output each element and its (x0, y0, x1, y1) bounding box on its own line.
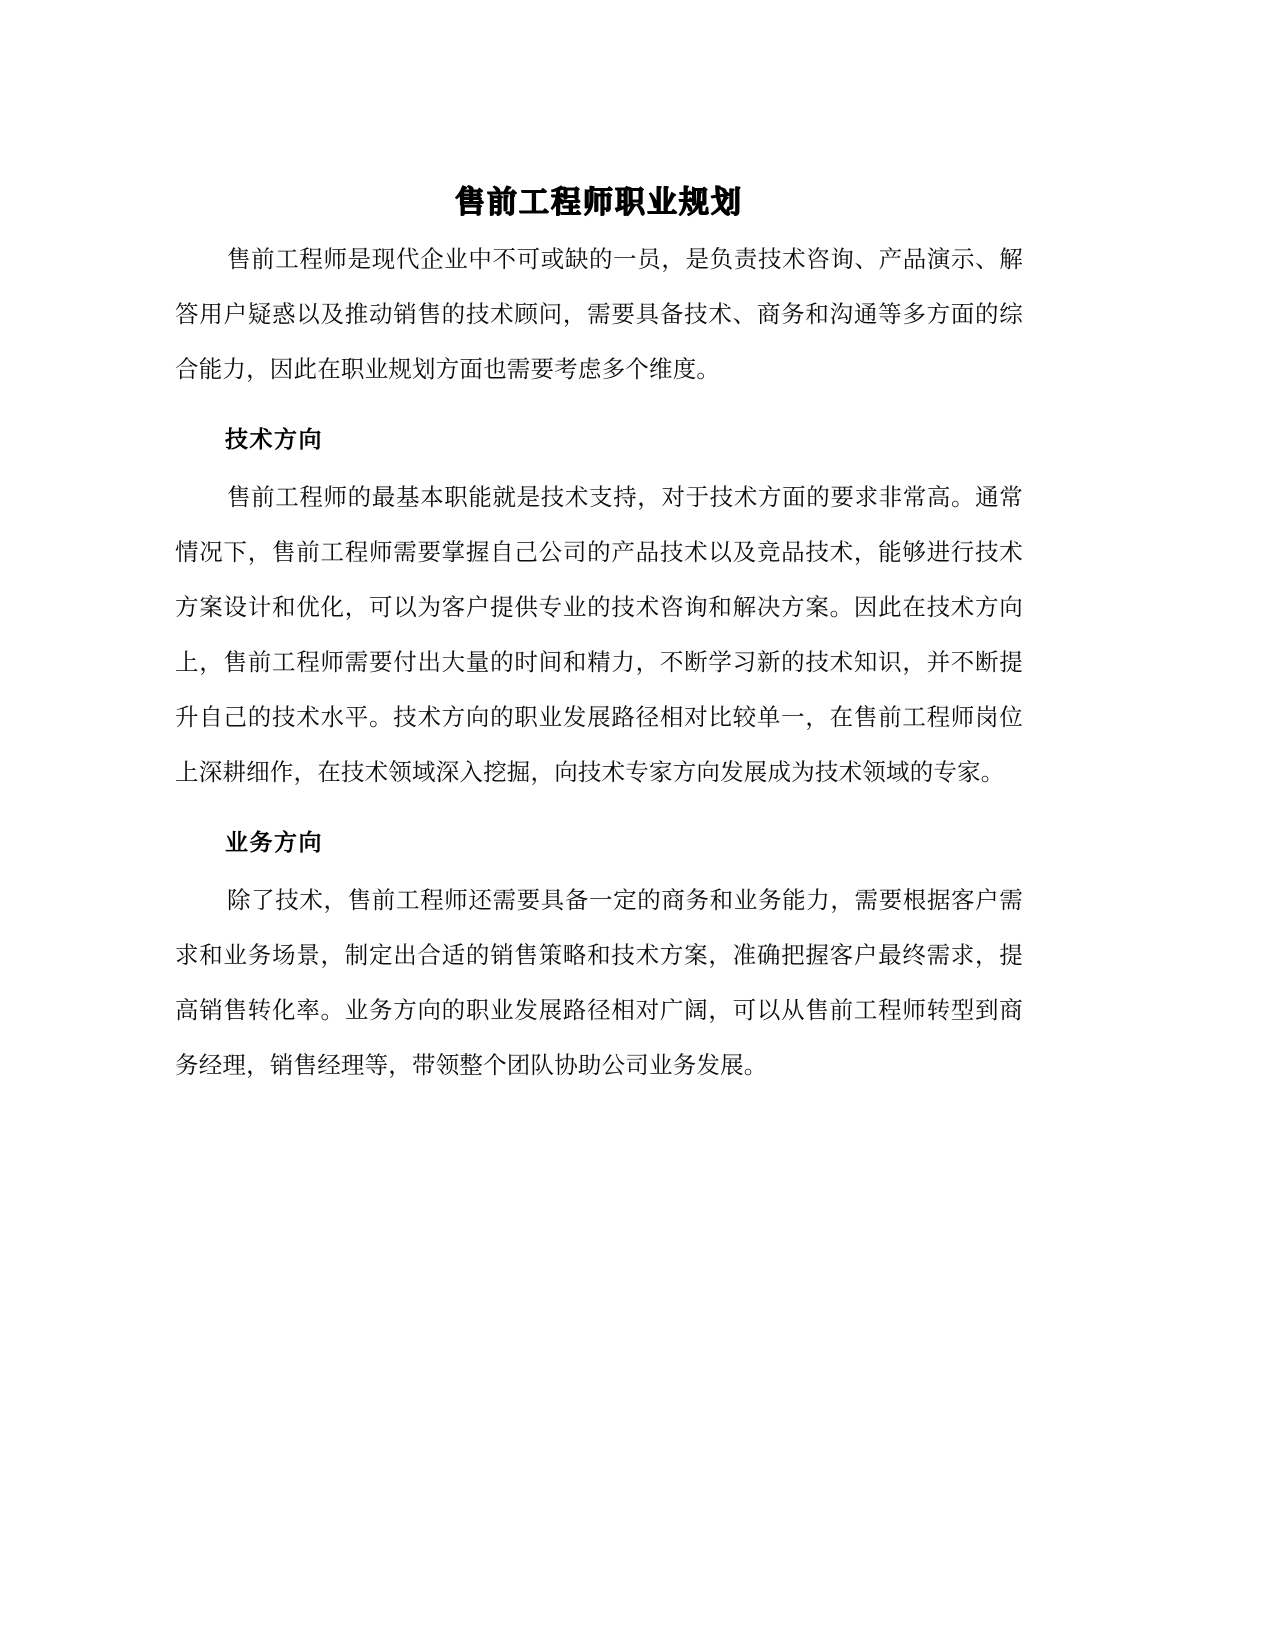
section-heading-business: 业务方向 (225, 830, 323, 856)
intro-paragraph: 售前工程师是现代企业中不可或缺的一员，是负责技术咨询、产品演示、解答用户疑惑以及推动销售的技术顾问，需要具备技术、商务和沟通等多方面的综合能力，因此在职业规划方面也需要考虑多个维度。 (175, 245, 1023, 383)
section-paragraph-business: 除了技术，售前工程师还需要具备一定的商务和业务能力，需要根据客户需求和业务场景，制定出合适的销售策略和技术方案，准确把握客户最终需求，提高销售转化率。业务方向的职业发展路径相对广阔，可以从售前工程师转型到商务经理，销售经理等，带领整个团队协助公司业务发展。 (175, 886, 1023, 1079)
document-content (175, 180, 1023, 1095)
page-title: 售前工程师职业规划 (455, 185, 743, 221)
section-paragraph-technical: 售前工程师的最基本职能就是技术支持，对于技术方面的要求非常高。通常情况下，售前工程师需要掌握自己公司的产品技术以及竞品技术，能够进行技术方案设计和优化，可以为客户提供专业的技术咨询和解决方案。因此在技术方向上，售前工程师需要付出大量的时间和精力，不断学习新的技术知识，并不断提升自己的技术水平。技术方向的职业发展路径相对比较单一，在售前工程师岗位上深耕细作，在技术领域深入挖掘，向技术专家方向发展成为技术领域的专家。 (175, 483, 1023, 786)
section-heading-technical: 技术方向 (225, 427, 323, 453)
